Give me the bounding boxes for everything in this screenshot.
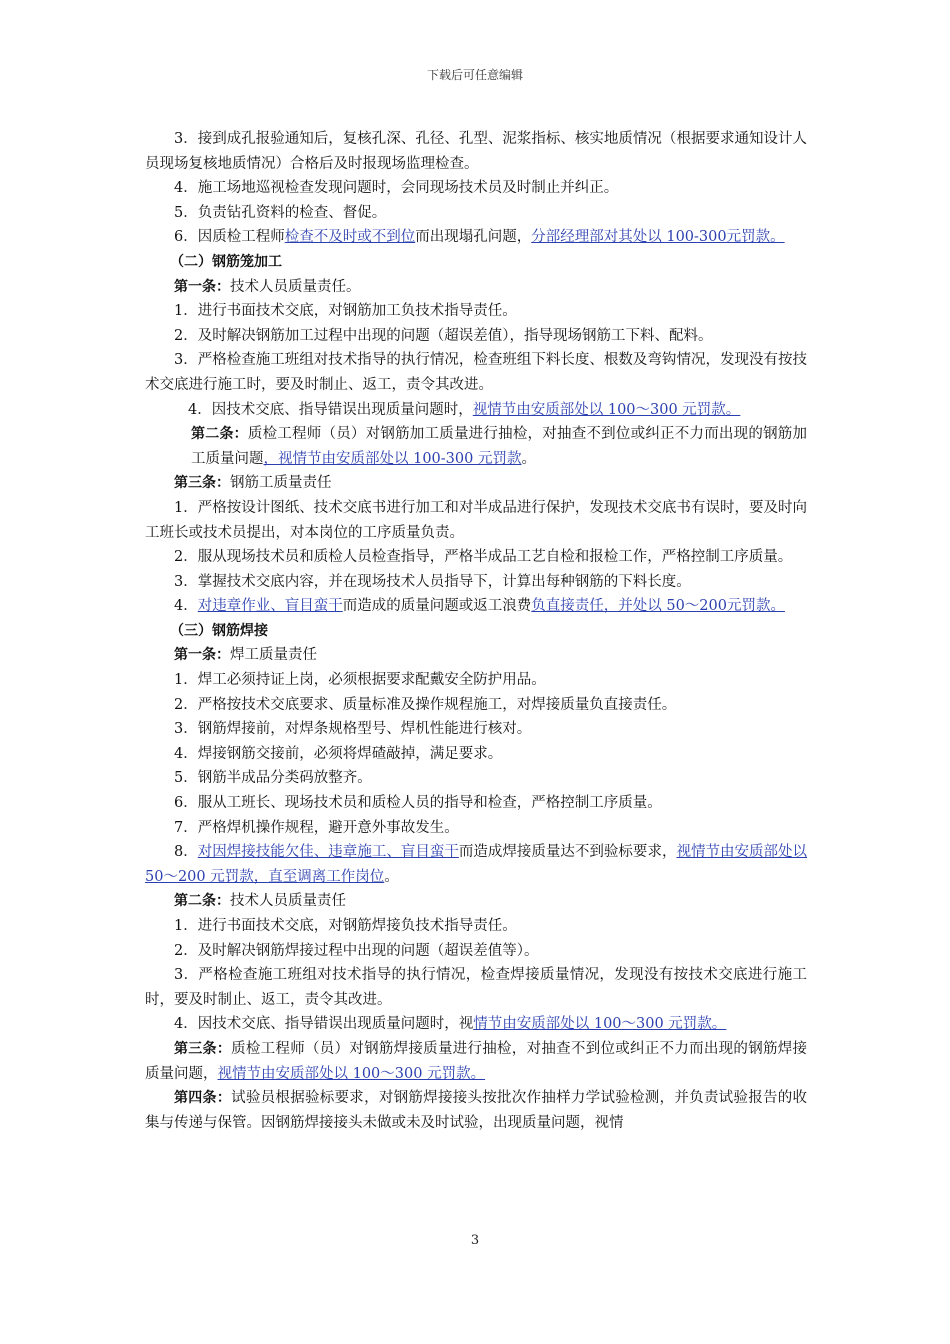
text-run: 4．因技术交底、指导错误出现质量问题时，视 [174,1016,474,1033]
text-run: 技术人员质量责任。 [230,278,361,295]
underlined-text: 情节由安质部处以 100～300 元罚款。 [473,1016,727,1033]
paragraph: 4．施工场地巡视检查发现问题时，会同现场技术员及时制止并纠正。 [174,180,619,197]
paragraph: 7．严格焊机操作规程，避开意外事故发生。 [174,819,459,836]
paragraph: 1．进行书面技术交底，对钢筋加工负技术指导责任。 [174,303,517,320]
paragraph: 2．及时解决钢筋焊接过程中出现的问题（超误差值等）。 [174,942,539,959]
text-run: 而出现塌孔问题， [415,229,532,246]
underlined-text: 视情节由安质部处以 100～300 元罚款。 [472,401,741,418]
article-label: 第二条： [191,426,248,443]
underlined-text: 分部经理部对其处以 100-300元罚款。 [531,229,785,246]
text-run: 。 [384,868,399,885]
article [145,1037,807,1086]
paragraph: 3．掌握技术交底内容，并在现场技术人员指导下，计算出每种钢筋的下料长度。 [174,573,691,590]
paragraph: 5．负责钻孔资料的检查、督促。 [174,204,387,221]
article [145,422,807,471]
paragraph: 1．焊工必须持证上岗，必须根据要求配戴安全防护用品。 [174,672,546,689]
text-run: 质检工程师（员）对钢筋焊接质量进行抽检，对抽查不到位或纠正不力而出现的钢筋焊接质量问题， [145,1040,808,1082]
paragraph [145,1012,807,1037]
article [145,889,807,914]
article [145,471,807,496]
text-run: 6．因质检工程师 [174,229,285,246]
text-run: 8． [174,844,198,861]
text-run: 4．因技术交底、指导错误出现质量问题时， [188,401,473,418]
text-run: 试验员根据验标要求，对钢筋焊接接头按批次作抽样力学试验检测，并负责试验报告的收集与传递与保管。因钢筋焊接接头未做或未及时试验，出现质量问题，视情 [145,1090,808,1131]
text-run: 质检工程师（员）对钢筋加工质量进行抽检，对抽查不到位或纠正不力而出现的钢筋加工质量问题 [191,426,808,467]
paragraph: 6．服从工班长、现场技术员和质检人员的指导和检查，严格控制工序质量。 [174,795,662,812]
paragraph: 5．钢筋半成品分类码放整齐。 [174,770,372,787]
document-body [145,127,807,1135]
paragraph [145,594,807,619]
paragraph: 1．严格按设计图纸、技术交底书进行加工和对半成品进行保护，发现技术交底书有误时，要及时向工班长或技术员提出，对本岗位的工序质量负责。 [145,499,807,541]
paragraph: 2．服从现场技术员和质检人员检查指导，严格半成品工艺自检和报检工作，严格控制工序质量。 [174,549,793,566]
paragraph: 3．接到成孔报验通知后，复核孔深、孔径、孔型、泥浆指标、核实地质情况（根据要求通知设计人员现场复核地质情况）合格后及时报现场监理检查。 [145,131,807,172]
paragraph: 1．进行书面技术交底，对钢筋焊接负技术指导责任。 [174,918,517,934]
section-heading: （二）钢筋笼加工 [170,253,282,270]
text-run: 焊工质量责任 [230,647,317,664]
text-run: 。 [521,450,536,467]
text-run: 而造成焊接质量达不到验标要求， [458,844,677,861]
text-run: 技术人员质量责任 [230,893,346,910]
article [145,275,807,300]
section-heading: （三）钢筋焊接 [170,622,268,639]
underlined-text: ，视情节由安质部处以 100-300 元罚款 [263,450,522,467]
text-run: 4． [174,598,198,615]
underlined-text: 视情节由安质部处以 50～200 元罚款，直至调离工作岗位 [145,844,808,885]
underlined-text: 对因焊接技能欠佳、违章施工、盲目蛮干 [197,844,459,861]
paragraph: 4．焊接钢筋交接前，必须将焊碴敲掉，满足要求。 [174,745,503,762]
paragraph [145,840,807,889]
article [145,643,807,668]
underlined-text: 检查不及时或不到位 [284,229,416,246]
paragraph: 3．严格检查施工班组对技术指导的执行情况，检查班组下料长度、根数及弯钩情况，发现没有按技术交底进行施工时，要及时制止、返工，责令其改进。 [145,352,807,393]
paragraph: 2．及时解决钢筋加工过程中出现的问题（超误差值），指导现场钢筋工下料、配料。 [174,327,713,344]
article-label: 第一条： [174,647,230,664]
paragraph: 3．钢筋焊接前，对焊条规格型号、焊机性能进行核对。 [174,721,532,738]
paragraph [145,225,807,250]
article-label: 第三条： [174,1040,232,1057]
article-label: 第一条： [174,278,230,295]
text-run: 钢筋工质量责任 [230,475,332,492]
page-number: 3 [470,1233,480,1248]
article-label: 第四条： [174,1090,232,1107]
underlined-text: 视情节由安质部处以 100～300 元罚款。 [217,1065,486,1082]
article [145,1086,807,1135]
page-header: 下载后可任意编辑 [426,68,523,82]
underlined-text: 负直接责任，并处以 50～200元罚款。 [531,598,785,615]
paragraph [145,398,807,423]
underlined-text: 对违章作业、盲目蛮干 [197,598,343,615]
article-label: 第三条： [174,475,230,492]
article-label: 第二条： [174,893,230,910]
paragraph: 2．严格按技术交底要求、质量标准及操作规程施工，对焊接质量负直接责任。 [174,696,677,713]
paragraph: 3．严格检查施工班组对技术指导的执行情况，检查焊接质量情况，发现没有按技术交底进行施工时，要及时制止、返工，责令其改进。 [145,967,807,1008]
text-run: 而造成的质量问题或返工浪费 [342,598,532,615]
